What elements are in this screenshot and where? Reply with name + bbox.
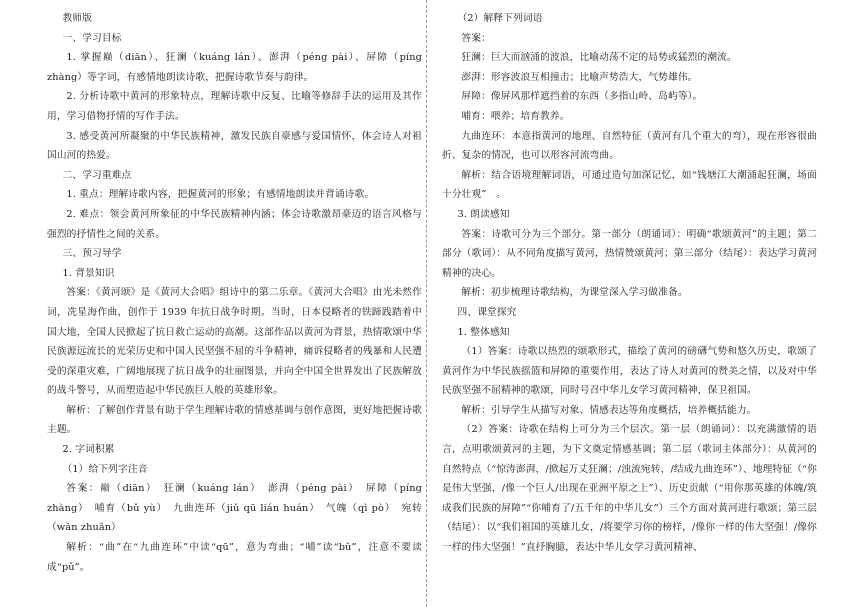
key-point-1: 1. 重点：理解诗歌内容，把握黄河的形象；有感情地朗读并背诵诗歌。 <box>66 189 375 201</box>
definition-jiuqulianhuan: 九曲连环：本意指黄河的地理、自然特征（黄河有几个重大的弯），现在形容很曲折、复杂的情况，也可以形容河流弯曲。 <box>442 130 817 162</box>
pinyin-answer: 答案：巅（diān） 狂澜（kuáng lán） 澎湃（péng pài） 屏障（píng zhàng） 哺育（bǔ yù） 九曲连环（jiǔ qū lián huán） 气魄（qì pò） 宛转（wǎn zhuǎn） <box>47 483 422 534</box>
background-analysis: 解析：了解创作背景有助于学生理解诗歌的情感基调与创作意图，更好地把握诗歌主题。 <box>47 404 422 436</box>
reading-answer: 答案：诗歌可分为三个部分。第一部分（朗诵词）：明确“歌颂黄河”的主题；第二部分（歌词）：从不同角度描写黄河，热情赞颂黄河；第三部分（结尾）：表达学习黄河精神的决心。 <box>442 228 817 279</box>
definition-pingzhang: 屏障：像屏风那样遮挡着的东西（多指山岭、岛屿等）。 <box>461 91 703 103</box>
section-heading-goals: 一、学习目标 <box>62 32 122 44</box>
section-heading-inquiry: 四、课堂探究 <box>457 306 517 318</box>
goal-item-1: 1. 掌握巅（diān）、狂澜（kuáng lán）、澎湃（péng pài）、屏障（píng zhàng）等字词，有感情地朗读诗歌，把握诗歌节奏与韵律。 <box>47 52 422 83</box>
goal-item-3: 3. 感受黄河所凝聚的中华民族精神，激发民族自豪感与爱国情怀，体会诗人对祖国山河的热爱。 <box>47 130 422 162</box>
document-title: 教师版 <box>62 13 93 24</box>
overall-analysis-1: 解析：引导学生从描写对象、情感表达等角度概括，培养概括能力。 <box>461 404 757 416</box>
pinyin-analysis: 解析：“曲”在“九曲连环”中读“qū”，意为弯曲；“哺”读“bǔ”，注意不要读成“pǔ”。 <box>47 542 422 573</box>
overall-answer-2: （2）答案：诗歌在结构上可分为三个层次。第一层（朗诵词）：以充满激情的语言，点明歌颂黄河的主题，为下文奠定情感基调；第二层（歌词主体部分）：从黄河的自然特点（“惊涛澎湃，/掀起万丈狂澜；/浊流宛转，/结成九曲连环”）、地理特征（“你是伟大坚强，/像一个巨人/出现在亚洲平原之上”）、历史贡献（“用你那英雄的体魄/筑成我们民族的屏障”“你哺育了/五千年的中华儿女”）三个方面对黄河进行歌颂；第三层（结尾）：以“我们祖国的英雄儿女，/将要学习你的榜样，/像你一样的伟大坚强！/像你一样的伟大坚强！”直抒胸臆，表达中华儿女学习黄河精神、 <box>442 424 817 554</box>
definition-pengpai: 澎湃：形容波浪互相撞击；比喻声势浩大，气势雄伟。 <box>461 71 698 83</box>
subheading-definitions: （2）解释下列词语 <box>457 13 543 24</box>
key-point-2: 2. 难点：领会黄河所象征的中华民族精神内涵；体会诗歌激昂豪迈的语言风格与强烈的抒情性之间的关系。 <box>47 208 422 240</box>
reading-analysis: 解析：初步梳理诗歌结构，为课堂深入学习做准备。 <box>461 287 688 299</box>
subheading-vocabulary: 2. 字词积累 <box>62 444 115 456</box>
background-answer: 答案：《黄河颂》是《黄河大合唱》组诗中的第二乐章。《黄河大合唱》由光未然作词，冼星海作曲，创作于 1939 年抗日战争时期。当时，日本侵略者的铁蹄践踏着中国大地，全国人民掀起了抗日救亡运动的高潮。这部作品以黄河为背景，热情歌颂中华民族源远流长的光荣历史和中国人民坚强不屈的斗争精神，痛诉侵略者的残暴和人民遭受的深重灾难，广阔地展现了抗日战争的壮丽图景，并向全中国全世界发出了民族解放的战斗警号，从而塑造起中华民族巨人般的英雄形象。 <box>47 287 422 397</box>
definitions-analysis: 解析：结合语境理解词语，可通过造句加深记忆，如“钱塘江大潮涌起狂澜，场面十分壮观” 。 <box>442 169 817 201</box>
left-column <box>47 9 422 577</box>
subheading-reading: 3. 朗读感知 <box>457 208 510 220</box>
goal-item-2: 2. 分析诗歌中黄河的形象特点，理解诗歌中反复、比喻等修辞手法的运用及其作用，学习借物抒情的写作手法。 <box>47 91 422 122</box>
definitions-answer-label: 答案： <box>461 32 491 44</box>
column-divider <box>426 0 427 607</box>
right-column <box>442 9 817 558</box>
subheading-overall: 1. 整体感知 <box>457 326 510 338</box>
definition-kuanglan: 狂澜：巨大而汹涌的波浪，比喻动荡不定的局势或猛烈的潮流。 <box>461 52 737 64</box>
section-heading-key-points: 二、学习重难点 <box>62 169 132 181</box>
overall-answer-1: （1）答案：诗歌以热烈的颂歌形式，描绘了黄河的磅礴气势和悠久历史，歌颂了黄河作为中华民族摇篮和屏障的重要作用，表达了诗人对黄河的赞美之情，以及对中华民族坚强不屈精神的歌颂，同时号召中华儿女学习黄河精神，保卫祖国。 <box>442 346 817 397</box>
section-heading-preview: 三、预习导学 <box>62 248 122 260</box>
subheading-pinyin: （1）给下列字注音 <box>62 463 148 475</box>
definition-buyu: 哺育：喂养；培育教养。 <box>461 110 570 122</box>
subheading-background: 1. 背景知识 <box>62 267 115 279</box>
